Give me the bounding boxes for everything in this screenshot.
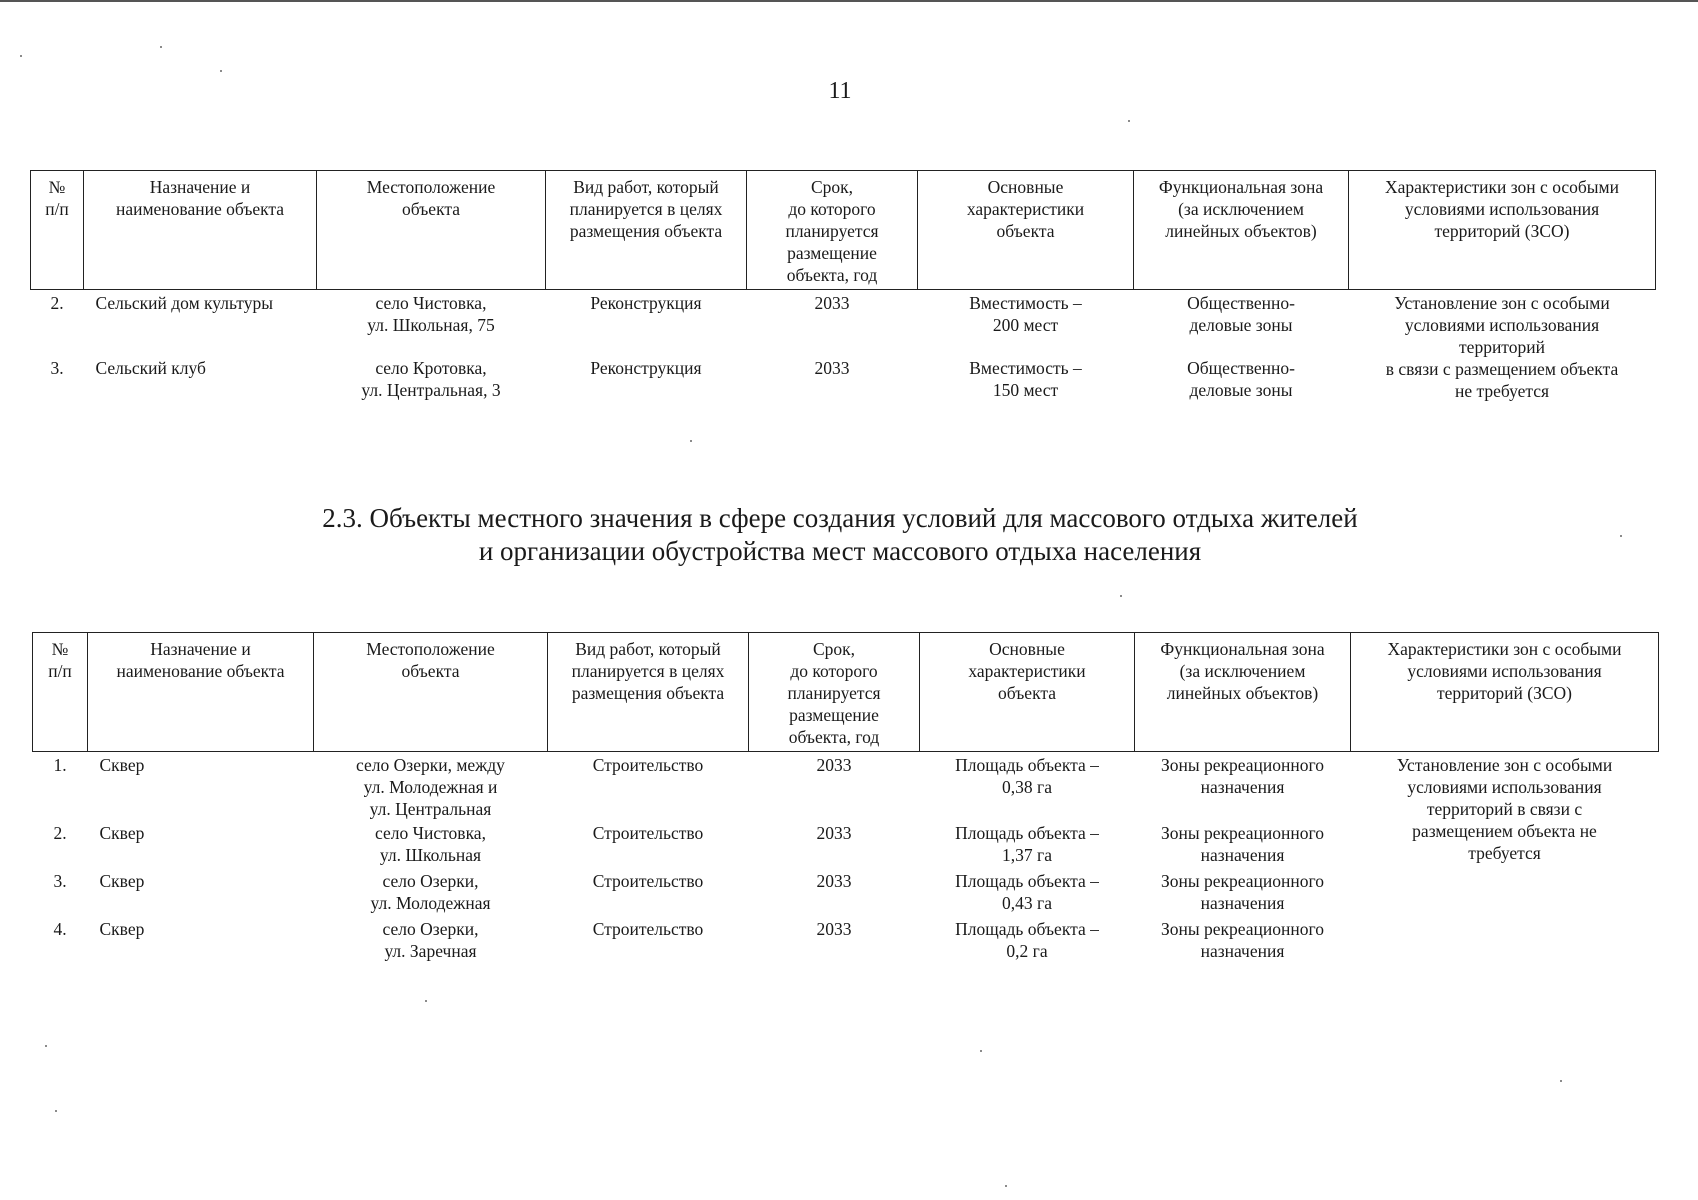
cell-zone: Зоны рекреационного назначения <box>1161 871 1324 913</box>
header-name: Назначение и наименование объекта <box>88 633 314 752</box>
table-cultural-objects <box>30 170 1655 420</box>
table-row <box>33 752 1659 821</box>
cell-term: 2033 <box>816 755 852 775</box>
table <box>32 632 1659 962</box>
scan-speck <box>425 1000 427 1002</box>
table-header-row <box>31 171 1656 290</box>
cell-location: село Кротовка, ул. Центральная, 3 <box>361 358 501 400</box>
cell-name: Сельский клуб <box>95 358 206 378</box>
scan-speck <box>980 1050 982 1052</box>
table-recreation-objects <box>32 632 1658 962</box>
table-header-row <box>33 633 1659 752</box>
cell-work: Строительство <box>592 823 704 843</box>
cell-zone: Общественно- деловые зоны <box>1187 358 1295 400</box>
scan-speck <box>1620 535 1622 537</box>
cell-name: Сквер <box>99 871 145 891</box>
scan-speck <box>1120 595 1122 597</box>
cell-work: Реконструкция <box>590 293 702 313</box>
cell-term: 2033 <box>816 919 852 939</box>
scan-speck <box>55 1110 57 1112</box>
scan-speck <box>220 70 222 72</box>
scan-speck <box>20 55 22 57</box>
header-term: Срок, до которого планируется размещение объекта, год <box>749 633 920 752</box>
cell-work: Строительство <box>592 919 704 939</box>
cell-num: 2. <box>53 823 67 843</box>
header-zso: Характеристики зон с особыми условиями использования территорий (ЗСО) <box>1351 633 1659 752</box>
scan-speck <box>1128 120 1130 122</box>
section-title-line1: 2.3. Объекты местного значения в сфере создания условий для массового отдыха жителей <box>322 503 1358 533</box>
cell-chars: Площадь объекта – 0,43 га <box>955 871 1099 913</box>
cell-work: Реконструкция <box>590 358 702 378</box>
cell-name: Сквер <box>99 755 145 775</box>
header-chars: Основные характеристики объекта <box>918 171 1134 290</box>
cell-chars: Площадь объекта – 0,38 га <box>955 755 1099 797</box>
header-location: Местоположение объекта <box>314 633 548 752</box>
header-num: № п/п <box>33 633 88 752</box>
cell-num: 2. <box>50 293 64 313</box>
scan-speck <box>1560 1080 1562 1082</box>
scan-speck <box>45 1045 47 1047</box>
section-title-line2: и организации обустройства мест массового отдыха населения <box>478 536 1202 566</box>
scan-speck <box>1005 1185 1007 1187</box>
scan-speck <box>690 440 692 442</box>
cell-location: село Чистовка, ул. Школьная <box>375 823 486 865</box>
cell-num: 4. <box>53 919 67 939</box>
cell-term: 2033 <box>816 871 852 891</box>
cell-location: село Озерки, ул. Заречная <box>382 919 479 961</box>
header-zone: Функциональная зона (за исключением линейных объектов) <box>1135 633 1351 752</box>
cell-chars: Площадь объекта – 1,37 га <box>955 823 1099 865</box>
cell-zone: Общественно- деловые зоны <box>1187 293 1295 335</box>
cell-zso: Установление зон с особыми условиями использования территорий в связи с размещением объекта не требуется <box>1385 293 1619 401</box>
cell-chars: Вместимость – 200 мест <box>969 293 1082 335</box>
header-location: Местоположение объекта <box>317 171 546 290</box>
cell-num: 1. <box>53 755 67 775</box>
header-num: № п/п <box>31 171 84 290</box>
cell-work: Строительство <box>592 871 704 891</box>
cell-zso: Установление зон с особыми условиями использования территорий в связи с размещением объекта не требуется <box>1396 755 1613 863</box>
cell-term: 2033 <box>814 293 850 313</box>
top-scan-edge <box>0 0 1698 2</box>
header-name: Назначение и наименование объекта <box>84 171 317 290</box>
cell-location: село Озерки, между ул. Молодежная и ул. Центральная <box>356 755 505 819</box>
section-title <box>230 502 1450 568</box>
cell-term: 2033 <box>814 358 850 378</box>
cell-name: Сельский дом культуры <box>95 293 273 313</box>
header-work: Вид работ, который планируется в целях размещения объекта <box>546 171 747 290</box>
cell-chars: Площадь объекта – 0,2 га <box>955 919 1099 961</box>
header-zone: Функциональная зона (за исключением линейных объектов) <box>1134 171 1349 290</box>
cell-name: Сквер <box>99 823 145 843</box>
cell-num: 3. <box>53 871 67 891</box>
cell-num: 3. <box>50 358 64 378</box>
header-zso: Характеристики зон с особыми условиями использования территорий (ЗСО) <box>1349 171 1656 290</box>
table <box>30 170 1656 420</box>
cell-location: село Чистовка, ул. Школьная, 75 <box>367 293 495 335</box>
page-number: 11 <box>828 78 852 104</box>
cell-name: Сквер <box>99 919 145 939</box>
cell-chars: Вместимость – 150 мест <box>969 358 1082 400</box>
cell-zone: Зоны рекреационного назначения <box>1161 755 1324 797</box>
header-work: Вид работ, который планируется в целях размещения объекта <box>548 633 749 752</box>
table-row <box>31 290 1656 356</box>
scan-speck <box>160 46 162 48</box>
header-term: Срок, до которого планируется размещение объекта, год <box>747 171 918 290</box>
cell-location: село Озерки, ул. Молодежная <box>370 871 491 913</box>
cell-zone: Зоны рекреационного назначения <box>1161 823 1324 865</box>
cell-work: Строительство <box>592 755 704 775</box>
header-chars: Основные характеристики объекта <box>920 633 1135 752</box>
cell-zone: Зоны рекреационного назначения <box>1161 919 1324 961</box>
cell-term: 2033 <box>816 823 852 843</box>
